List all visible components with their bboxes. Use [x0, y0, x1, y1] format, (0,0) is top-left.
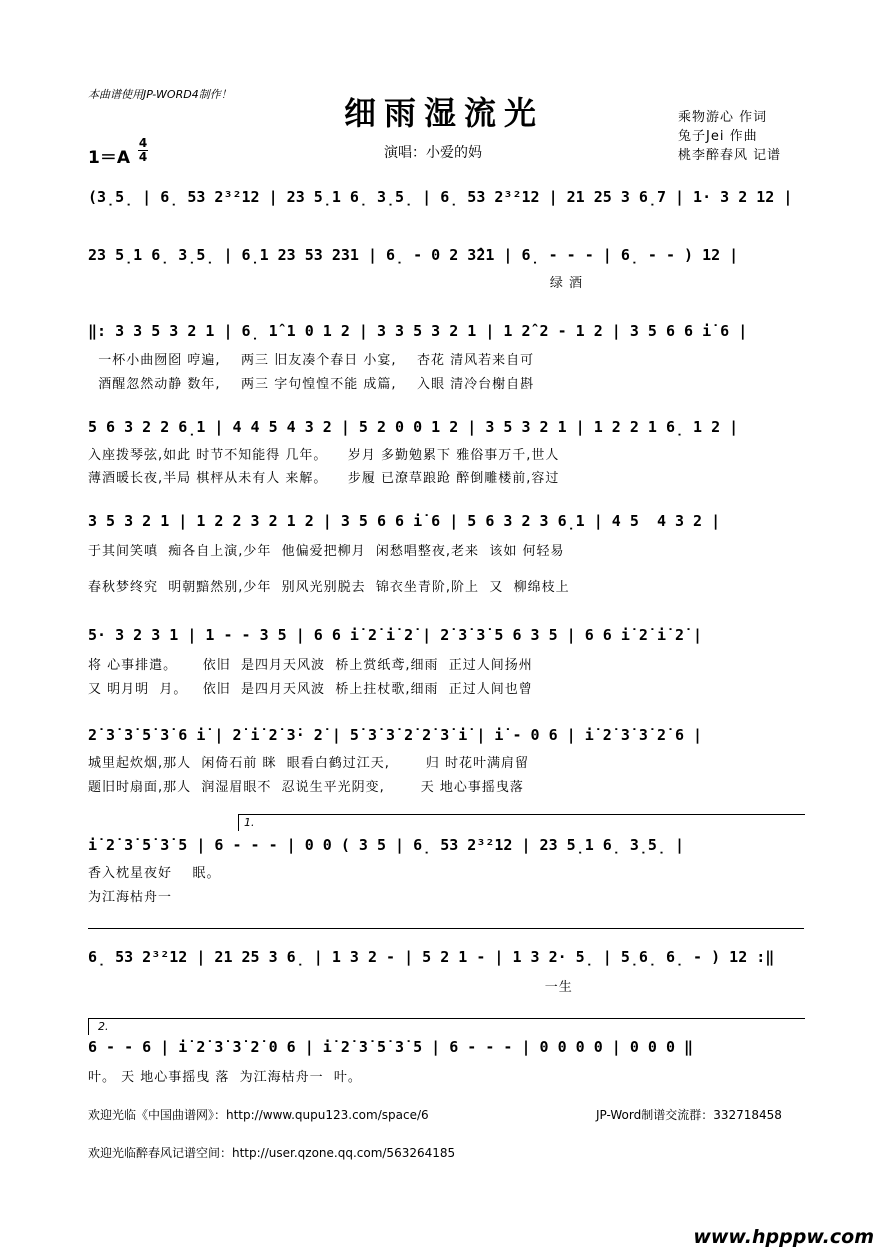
- lyric-row-3-line-1: 一杯小曲囫囵 哼遍, 两三 旧友凑个春日 小宴, 杏花 清风若来自可: [88, 353, 535, 368]
- transcriber-credit: 桃李醉春风 记谱: [678, 148, 782, 163]
- score-row-6: 5· 3 2 3 1 | 1 - - 3 5 | 6 6 i̇ 2̇ i̇ 2̇ | 2̇ 3̇ 3̇ 5 6 3 5 | 6 6 i̇ 2̇ i̇ 2̇ |: [88, 626, 703, 644]
- score-row-4: 5 6 3 2 2 6̣1 | 4 4 5 4 3 2 | 5 2 0 0 1 2 | 3 5 3 2 1 | 1 2 2 1 6̣ 1 2 |: [88, 418, 739, 436]
- key-signature: 1＝A: [88, 148, 130, 168]
- score-row-10: 6 - - 6 | i̇ 2̇ 3̇ 3̇ 2̇ 0 6 | i̇ 2̇ 3̇ 5̇ 3̇ 5 | 6 - - - | 0 0 0 0 | 0 0 0 ‖: [88, 1038, 694, 1056]
- lyric-row-8-line-2: 为江海枯舟一: [88, 890, 173, 905]
- score-row-5: 3 5 3 2 1 | 1 2 2 3 2 1 2 | 3 5 6 6 i̇ 6 | 5 6 3 2 3 6̣1 | 4 5 4 3 2 |: [88, 512, 721, 530]
- lyric-row-4-line-1: 入座拨琴弦,如此 时节不知能得 几年。 岁月 多勤勉累下 雅俗事万千,世人: [88, 448, 560, 463]
- lyric-row-5-line-2: 春秋梦终究 明朝黯然别,少年 别风光别脱去 锦衣坐青阶,阶上 又 柳绵枝上: [88, 580, 570, 595]
- time-signature: [138, 137, 148, 164]
- lyric-row-2-line-1: 绿 酒: [88, 276, 584, 291]
- author-credits: [678, 108, 781, 165]
- lyric-row-9-line-1: 一生: [88, 980, 573, 995]
- singer-credit: 演唱：小爱的妈: [384, 145, 482, 161]
- lyric-row-6-line-2: 又 明月明 月。 依旧 是四月天风波 桥上拄杖歌,细雨 正过人间也曾: [88, 682, 533, 697]
- first-ending-bracket: [238, 814, 805, 831]
- lyric-row-7-line-1: 城里起炊烟,那人 闲倚石前 眯 眼看白鹤过江天, 归 时花叶满肩留: [88, 756, 529, 771]
- lyric-row-4-line-2: 薄酒暖长夜,半局 棋枰从未有人 来解。 步履 已潦草踉跄 醉倒雕楼前,容过: [88, 471, 560, 486]
- first-ending-label: 1.: [244, 816, 255, 829]
- lyric-row-10-line-1: 叶。 天 地心事摇曳 落 为江海枯舟一 叶。: [88, 1070, 362, 1085]
- score-row-7: 2̇ 3̇ 3̇ 5̇ 3̇ 6 i̇ | 2̇ i̇ 2̇ 3̇· 2̇ | 5̇ 3̇ 3̇ 2̇ 2̇ 3̇ i̇ | i̇ - 0 6 | i̇ 2̇ 3̇ 3̇ 2̇ 6 |: [88, 726, 703, 744]
- footer-group-number: JP-Word制谱交流群：332718458: [596, 1108, 782, 1122]
- lyric-row-6-line-1: 将 心事排遣。 依旧 是四月天风波 桥上赏纸鸢,细雨 正过人间扬州: [88, 658, 533, 673]
- lyricist-credit: 乘物游心 作词: [678, 110, 768, 125]
- lyric-row-5-line-1: 于其间笑嗔 痴各自上演,少年 他偏爱把柳月 闲愁唱整夜,老来 该如 何轻易: [88, 544, 565, 559]
- score-row-3: ‖: 3 3 5 3 2 1 | 6̣ 1̂ 1 0 1 2 | 3 3 5 3 2 1 | 1 2̂ 2 - 1 2 | 3 5 6 6 i̇ 6 |: [88, 322, 748, 340]
- second-ending-label: 2.: [98, 1020, 109, 1033]
- score-row-2: 23 5̣1 6̣ 3̣5̣ | 6̣1 23 53 231 | 6̣ - 0 2 3̂21 | 6̣ - - - | 6̣ - - ) 12 |: [88, 246, 739, 264]
- meter-numerator: 4: [138, 136, 148, 150]
- first-ending-continuation: [88, 928, 804, 929]
- second-ending-bracket: [88, 1018, 805, 1035]
- composer-credit: 兔子Jei 作曲: [678, 129, 758, 144]
- site-watermark: www.hpppw.com: [693, 1226, 874, 1248]
- footer-qupu-link[interactable]: 欢迎光临《中国曲谱网》：http://www.qupu123.com/space/6: [88, 1108, 429, 1122]
- lyric-row-8-line-1: 香入枕星夜好 眠。: [88, 866, 221, 881]
- meter-denominator: 4: [138, 150, 148, 164]
- lyric-row-3-line-2: 酒醒忽然动静 数年, 两三 字句惶惶不能 成篇, 入眼 清冷台榭自斟: [88, 377, 535, 392]
- score-row-1: (3̣5̣ | 6̣ 53 2³²12 | 23 5̣1 6̣ 3̣5̣ | 6̣ 53 2³²12 | 21 25 3 6̣7 | 1· 3 2 12 |: [88, 188, 793, 206]
- song-title: 细雨湿流光: [343, 94, 544, 132]
- score-row-9: 6̣ 53 2³²12 | 21 25 3 6̣ | 1 3 2 - | 5 2 1 - | 1 3 2· 5̣ | 5̣6̣ 6̣ - ) 12 :‖: [88, 948, 775, 966]
- score-row-8: i̇ 2̇ 3̇ 5̇ 3̇ 5 | 6 - - - | 0 0 ( 3 5 | 6̣ 53 2³²12 | 23 5̣1 6̣ 3̣5̣ |: [88, 836, 685, 854]
- lyric-row-7-line-2: 题旧时扇面,那人 润湿眉眼不 忍说生平光阴变, 天 地心事摇曳落: [88, 780, 524, 795]
- footer-qzone-link[interactable]: 欢迎光临醉春风记谱空间：http://user.qzone.qq.com/563264185: [88, 1146, 456, 1160]
- software-credit: 本曲谱使用JP-WORD4制作！: [88, 88, 232, 101]
